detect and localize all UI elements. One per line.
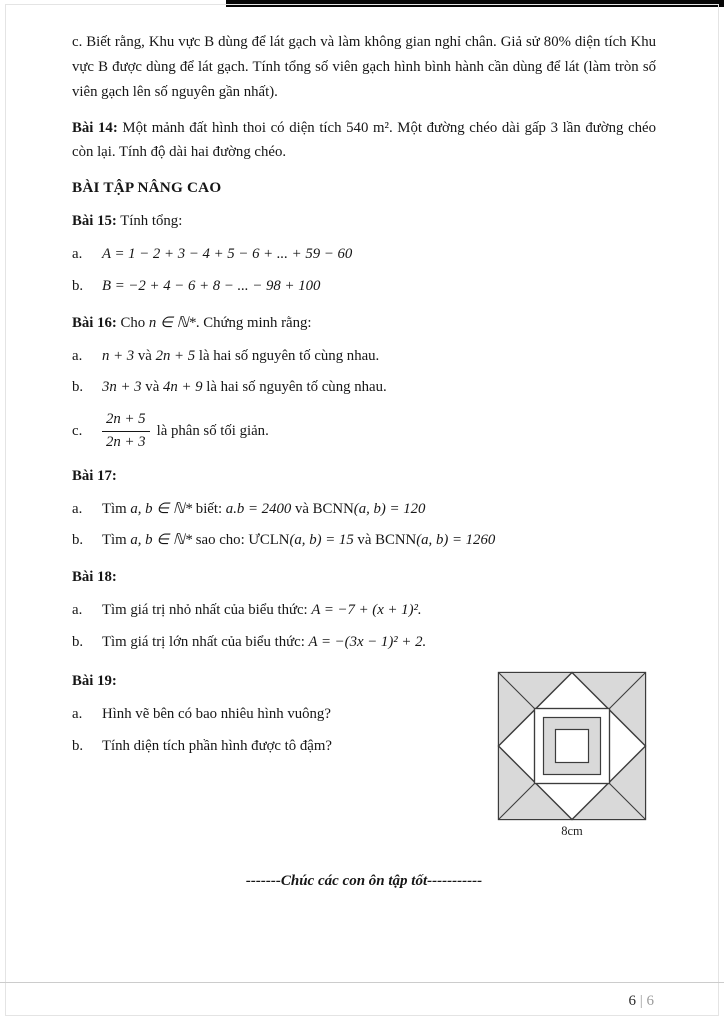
exercise-18 — [72, 565, 656, 655]
exercise-19-item-b — [72, 734, 468, 759]
item-text: Tìm giá trị nhỏ nhất của biểu thức: — [102, 602, 312, 619]
math-expression: B = −2 + 4 − 6 + 8 − ... − 98 + 100 — [102, 277, 321, 294]
item-body — [102, 375, 656, 400]
exercise-16-label: Bài 16: — [72, 314, 117, 331]
exercise-15 — [72, 209, 656, 299]
lead-text: Cho — [116, 314, 149, 331]
exercise-16-item-c — [72, 410, 656, 451]
math-expression: n ∈ ℕ* — [148, 314, 196, 331]
item-marker: b. — [72, 277, 84, 294]
item-marker: a. — [72, 500, 83, 517]
fraction-denominator: 2n + 3 — [106, 433, 146, 450]
math-expression: A = −7 + (x + 1)². — [311, 602, 422, 619]
exercise-15-lead — [72, 209, 656, 234]
math-function-name: BCNN — [375, 532, 417, 549]
figure-dimension-label: 8cm — [561, 823, 583, 838]
math-expression: A = 1 − 2 + 3 − 4 + 5 − 6 + ... + 59 − 60 — [102, 246, 353, 263]
exercise-18-lead — [72, 565, 656, 590]
exercise-18-label: Bài 18: — [72, 569, 117, 586]
item-marker: a. — [72, 347, 83, 364]
exercise-16-item-b — [72, 375, 656, 400]
exercise-19-item-a — [72, 702, 468, 727]
exercise-14-label: Bài 14: — [72, 119, 118, 136]
math-expression: n + 3 — [102, 347, 135, 364]
item-text: Tính diện tích phần hình được tô đậm? — [102, 737, 332, 754]
item-text: Tìm — [102, 500, 131, 517]
item-body — [102, 598, 656, 623]
item-text: và — [353, 532, 376, 549]
item-body — [102, 528, 656, 553]
math-expression: (a, b) = 15 — [289, 532, 354, 549]
square-puzzle-figure — [497, 671, 647, 821]
page-number-total: 6 — [646, 993, 654, 1009]
item-text: Tìm — [102, 532, 131, 549]
math-expression: 4n + 9 — [162, 379, 203, 396]
item-body — [102, 497, 656, 522]
math-expression: 2n + 5 — [155, 347, 196, 364]
item-body — [102, 630, 656, 655]
closing-message: -------Chúc các con ôn tập tốt----------- — [245, 872, 483, 889]
item-text: là phân số tối giản. — [156, 422, 269, 439]
math-expression: (a, b) = 1260 — [416, 532, 496, 549]
exercise-16-lead — [72, 311, 656, 336]
math-function-name: BCNN — [312, 500, 354, 517]
exercise-15-item-a — [72, 242, 656, 267]
math-expression: (a, b) = 120 — [353, 500, 426, 517]
item-text: là hai số nguyên tố cùng nhau. — [195, 347, 380, 364]
lead-text: . Chứng minh rằng: — [195, 314, 312, 331]
math-expression: a, b ∈ ℕ* — [130, 532, 193, 549]
item-text: sao cho: — [192, 532, 249, 549]
item-marker: b. — [72, 737, 84, 754]
item-marker: b. — [72, 379, 84, 396]
page-number-separator: | — [639, 993, 643, 1009]
exercise-18-item-a — [72, 598, 656, 623]
math-function-name: ƯCLN — [248, 532, 290, 549]
item-marker: b. — [72, 633, 84, 650]
item-marker: a. — [72, 602, 83, 619]
scan-artifact-bar — [226, 0, 724, 7]
fraction — [102, 410, 150, 451]
math-expression: 3n + 3 — [102, 379, 142, 396]
exercise-19-label: Bài 19: — [72, 672, 117, 689]
page-number — [628, 993, 654, 1010]
item-text: Tìm giá trị lớn nhất của biểu thức: — [102, 633, 309, 650]
math-expression: a.b = 2400 — [225, 500, 292, 517]
exercise-15-label: Bài 15: — [72, 213, 117, 230]
item-marker: a. — [72, 705, 83, 722]
exercise-17-label: Bài 17: — [72, 467, 117, 484]
math-expression: a, b ∈ ℕ* — [130, 500, 193, 517]
exercise-15-item-b — [72, 274, 656, 299]
exercise-18-item-b — [72, 630, 656, 655]
item-text: Hình vẽ bên có bao nhiêu hình vuông? — [102, 705, 331, 722]
exercise-17 — [72, 464, 656, 554]
fraction-numerator: 2n + 5 — [102, 410, 150, 431]
item-marker: c. — [72, 422, 83, 439]
item-text: biết: — [192, 500, 226, 517]
item-body — [102, 344, 656, 369]
item-text: và — [134, 347, 156, 364]
exercise-17-item-a — [72, 497, 656, 522]
footer-divider — [0, 982, 724, 983]
item-text: và — [291, 500, 313, 517]
geometry-figure — [488, 671, 656, 839]
item-marker: b. — [72, 532, 84, 549]
center-square — [556, 729, 589, 762]
exercise-17-item-b — [72, 528, 656, 553]
exercise-19-lead — [72, 669, 468, 694]
section-title-advanced: BÀI TẬP NÂNG CAO — [72, 179, 222, 197]
exercise-19 — [72, 669, 656, 839]
item-text: là hai số nguyên tố cùng nhau. — [202, 379, 387, 396]
exercise-14 — [72, 116, 656, 166]
exercise-19-text-column — [72, 669, 488, 766]
exercise-15-lead-text: Tính tổng: — [116, 213, 183, 230]
item-text: và — [141, 379, 163, 396]
paragraph-item-c: c. Biết rằng, Khu vực B dùng để lát gạch và làm không gian nghỉ chân. Giả sử 80% diện tích Khu vực B được dùng để lát gạch. Tính tổng số viên gạch hình bình hành cần dùng để lát (làm tròn số viên gạch lên số nguyên gần nhất). — [72, 34, 656, 100]
item-marker: a. — [72, 246, 83, 263]
exercise-16-item-a — [72, 344, 656, 369]
exercise-16 — [72, 311, 656, 452]
exercise-17-lead — [72, 464, 656, 489]
exercise-14-text: Một mảnh đất hình thoi có diện tích 540 m². Một đường chéo dài gấp 3 lần đường chéo còn lại. Tính độ dài hai đường chéo. — [72, 119, 656, 161]
math-expression: A = −(3x − 1)² + 2. — [308, 633, 427, 650]
page-number-current: 6 — [628, 993, 636, 1009]
